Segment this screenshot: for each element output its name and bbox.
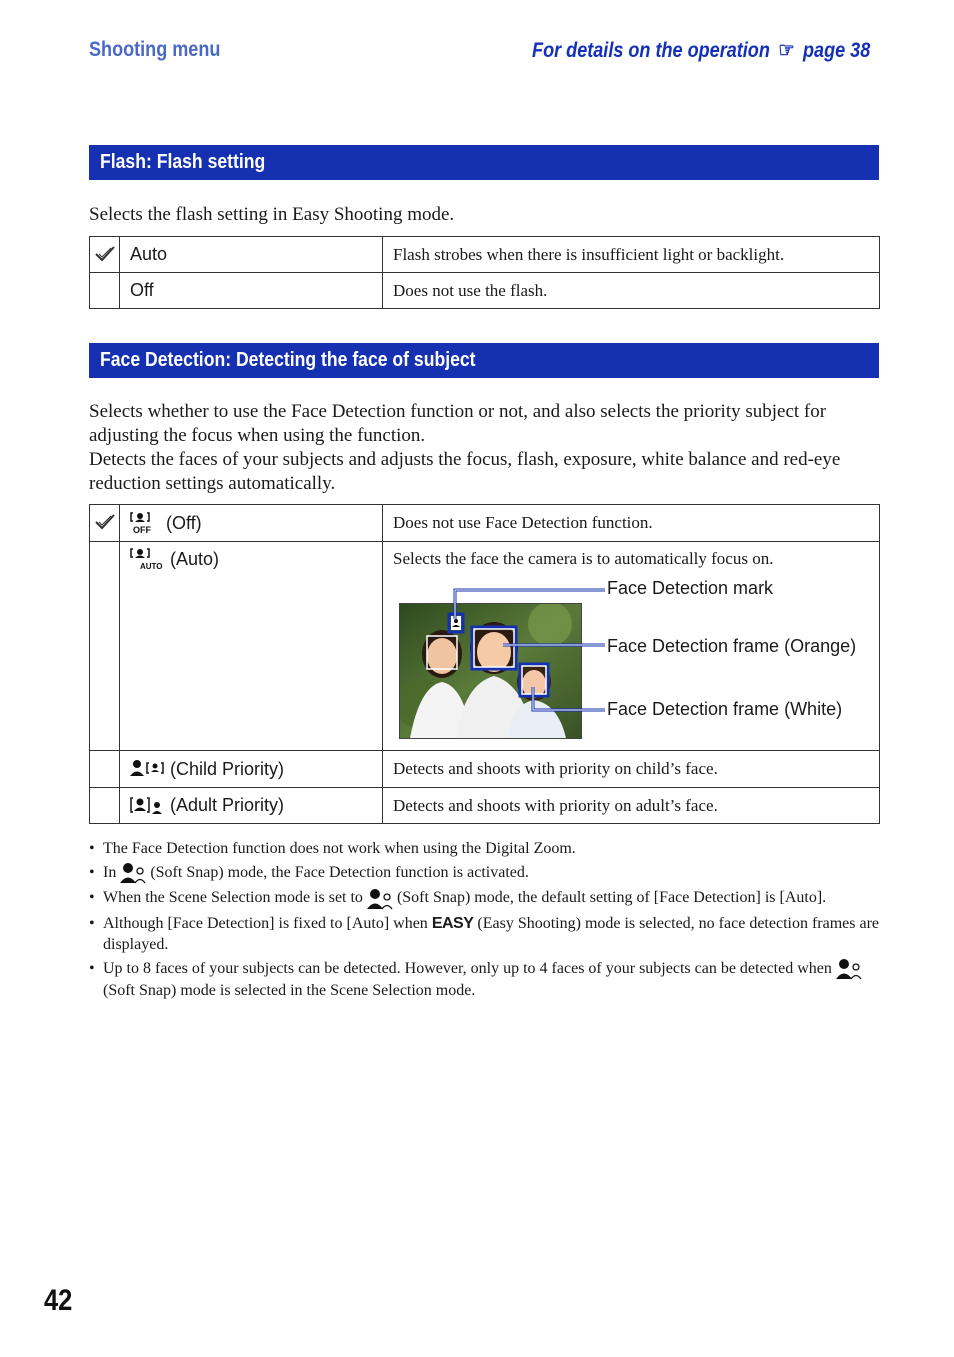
face-detection-diagram	[383, 542, 879, 750]
note-item: • Up to 8 faces of your subjects can be detected. However, only up to 4 faces of your subjects can be detected when(Soft Snap) mode is selected in the Scene Selection mode.	[89, 958, 881, 1001]
flash-settings-table	[89, 236, 880, 309]
note-item: • When the Scene Selection mode is set to (Soft Snap) mode, the default setting of [Face Detection] is [Auto].	[89, 887, 881, 909]
reference-text: For details on the operation	[531, 39, 770, 62]
face-detection-off-icon	[130, 511, 160, 535]
page-number: 42	[44, 1284, 73, 1317]
face-intro-2: Detects the faces of your subjects and adjusts the focus, flash, exposure, white balance and red-eye reduction settings automatically.	[89, 449, 841, 494]
option-description: Does not use the flash.	[393, 280, 548, 300]
soft-snap-icon	[120, 862, 146, 884]
soft-snap-icon	[367, 888, 393, 910]
soft-snap-icon	[836, 958, 862, 980]
option-description: Does not use Face Detection function.	[393, 513, 653, 532]
note-item: • In (Soft Snap) mode, the Face Detection function is activated.	[89, 862, 881, 884]
table-row	[90, 505, 880, 542]
flash-section-heading: Flash: Flash setting	[89, 145, 879, 180]
option-name: Off	[130, 280, 154, 300]
flash-intro: Selects the flash setting in Easy Shooting mode.	[89, 204, 455, 225]
page-reference	[532, 38, 870, 63]
option-name: Auto	[130, 244, 168, 264]
table-row	[90, 788, 880, 824]
option-name: (Off)	[166, 512, 202, 533]
table-row	[90, 751, 880, 788]
option-description: Selects the face the camera is to automatically focus on.	[393, 549, 774, 568]
callout-frame-orange: Face Detection frame (Orange)	[607, 636, 857, 656]
default-check-icon	[90, 505, 120, 542]
face-detection-auto-icon	[130, 547, 164, 571]
face-detection-section-heading: Face Detection: Detecting the face of subject	[89, 343, 879, 378]
option-name: (Auto)	[170, 548, 220, 569]
adult-priority-icon	[130, 796, 164, 816]
note-item: • Although [Face Detection] is fixed to [Auto] when EASY (Easy Shooting) mode is selected, no face detection frames are displayed.	[89, 913, 881, 955]
child-priority-icon	[130, 759, 164, 779]
option-name: (Adult Priority)	[170, 795, 285, 815]
table-row	[90, 542, 880, 751]
face-detection-table	[89, 504, 880, 824]
option-description: Flash strobes when there is insufficient light or backlight.	[393, 244, 785, 264]
option-name: (Child Priority)	[170, 758, 285, 779]
face-intro-1: Selects whether to use the Face Detection function or not, and also selects the priority subject for adjusting the focus when using the function.	[89, 401, 827, 446]
pointing-hand-icon: ☞	[778, 39, 795, 62]
reference-page[interactable]: page 38	[802, 39, 870, 62]
default-check-icon	[90, 237, 120, 273]
callout-frame-white: Face Detection frame (White)	[607, 699, 843, 719]
easy-mode-icon: EASY	[431, 914, 474, 932]
section-title: Shooting menu	[89, 38, 221, 61]
option-description: Detects and shoots with priority on adult’s face.	[393, 795, 718, 815]
callout-face-detection-mark: Face Detection mark	[607, 578, 774, 598]
svg-text:OFF: OFF	[133, 525, 151, 535]
option-description: Detects and shoots with priority on child’s face.	[393, 759, 718, 778]
table-row	[90, 273, 880, 309]
note-item: • The Face Detection function does not work when using the Digital Zoom.	[89, 838, 881, 859]
notes-list	[89, 838, 881, 1004]
table-row	[90, 237, 880, 273]
svg-text:AUTO: AUTO	[140, 562, 163, 571]
